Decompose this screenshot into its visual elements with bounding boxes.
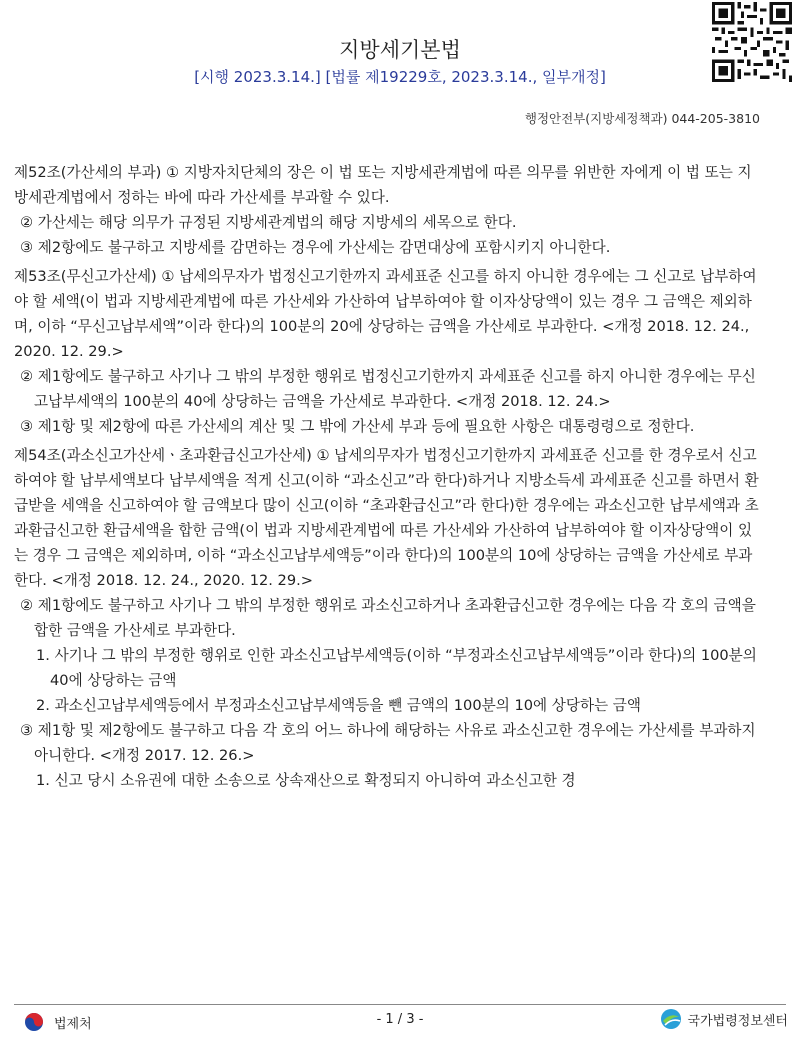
article-52-paragraph-1: 제52조(가산세의 부과) ① 지방자치단체의 장은 이 법 또는 지방세관계법에 따른 의무를 위반한 자에게 이 법 또는 지방세관계법에서 정하는 바에 따라 가산세를 부과할 수 있다. <box>14 164 752 206</box>
law-body <box>14 160 760 793</box>
law-enforcement-info: [시행 2023.3.14.] [법률 제19229호, 2023.3.14., 일부개정] <box>194 68 606 86</box>
article-54-paragraph-3: ③ 제1항 및 제2항에도 불구하고 다음 각 호의 어느 하나에 해당하는 사유로 과소신고한 경우에는 가산세를 부과하지 아니한다. <개정 2017. 12. 26.> <box>20 722 756 764</box>
article-52-paragraph-3: ③ 제2항에도 불구하고 지방세를 감면하는 경우에 가산세는 감면대상에 포함시키지 아니한다. <box>20 239 611 256</box>
article-54-p3-item-1: 1. 신고 당시 소유권에 대한 소송으로 상속재산으로 확정되지 아니하여 과소신고한 경 <box>36 772 576 789</box>
article-52-paragraph-2: ② 가산세는 해당 의무가 규정된 지방세관계법의 해당 지방세의 세목으로 한다. <box>20 214 517 231</box>
law-info-center-logo-icon <box>660 1008 682 1030</box>
footer-agency-name: 법제처 <box>54 1016 92 1032</box>
footer-center-name: 국가법령정보센터 <box>687 1013 788 1029</box>
article-54-p2-item-2: 2. 과소신고납부세액등에서 부정과소신고납부세액등을 뺀 금액의 100분의 10에 상당하는 금액 <box>36 697 641 714</box>
article-53-paragraph-2: ② 제1항에도 불구하고 사기나 그 밖의 부정한 행위로 법정신고기한까지 과세표준 신고를 하지 아니한 경우에는 무신고납부세액의 100분의 40에 상당하는 금액을 가산세로 부과한다. <개정 2018. 12. 24.> <box>20 368 756 410</box>
page-title: 지방세기본법 <box>339 38 461 62</box>
footer-right <box>660 1008 788 1030</box>
page-number: - 1 / 3 - <box>376 1012 424 1027</box>
article-54-paragraph-2: ② 제1항에도 불구하고 사기나 그 밖의 부정한 행위로 과소신고하거나 초과환급신고한 경우에는 다음 각 호의 금액을 합한 금액을 가산세로 부과한다. <box>20 597 756 639</box>
ministry-contact: 행정안전부(지방세정책과) 044-205-3810 <box>524 111 760 126</box>
article-53-paragraph-3: ③ 제1항 및 제2항에 따른 가산세의 계산 및 그 밖에 가산세 부과 등에 필요한 사항은 대통령령으로 정한다. <box>20 418 695 435</box>
article-54-p2-item-1: 1. 사기나 그 밖의 부정한 행위로 인한 과소신고납부세액등(이하 “부정과소신고납부세액등”이라 한다)의 100분의 40에 상당하는 금액 <box>36 647 757 689</box>
footer-divider <box>14 1004 786 1005</box>
article-53-paragraph-1: 제53조(무신고가산세) ① 납세의무자가 법정신고기한까지 과세표준 신고를 하지 아니한 경우에는 그 신고로 납부하여야 할 세액(이 법과 지방세관계법에 따른 가산세와 가산하여 납부하여야 할 이자상당액이 있는 경우 그 금액은 제외하며, 이하 “무신고납부세액”이라 한다)의 100분의 20에 상당하는 금액을 가산세로 부과한다. <개정 2018. 12. 24., 2020. 12. 29.> <box>14 268 757 360</box>
qr-code-icon <box>712 2 792 82</box>
article-54-paragraph-1: 제54조(과소신고가산세ㆍ초과환급신고가산세) ① 납세의무자가 법정신고기한까지 과세표준 신고를 한 경우로서 신고하여야 할 납부세액보다 납부세액을 적게 신고(이하 “과소신고”라 한다)하거나 지방소득세 과세표준 신고를 하면서 환급받을 세액을 신고하여야 할 금액보다 많이 신고(이하 “초과환급신고”라 한다)한 경우에는 과소신고한 납부세액과 초과환급신고한 환급세액을 합한 금액(이 법과 지방세관계법에 따른 가산세와 가산하여 납부하여야 할 이자상당액이 있는 경우 그 금액은 제외하며, 이하 “과소신고납부세액등”이라 한다)의 100분의 10에 상당하는 금액을 가산세로 부과한다. <개정 2018. 12. 24., 2020. 12. 29.> <box>14 447 759 589</box>
